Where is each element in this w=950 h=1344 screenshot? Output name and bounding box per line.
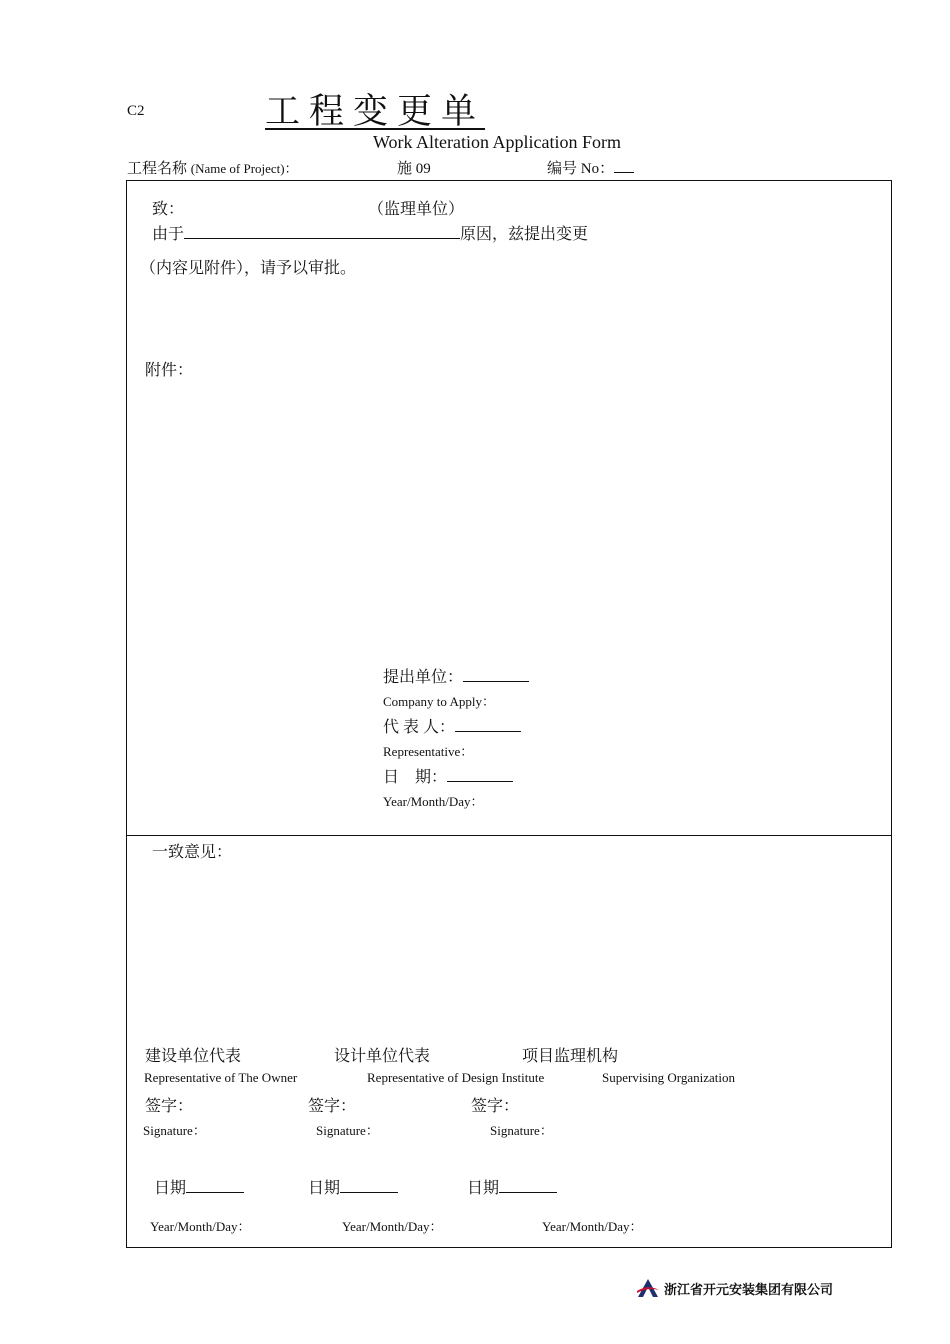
form-code: C2 xyxy=(127,103,145,119)
date-field[interactable] xyxy=(447,767,513,782)
company-label-en: Company to Apply： xyxy=(383,694,495,709)
attachment-label: 附件： xyxy=(145,362,194,379)
reason-line xyxy=(152,221,588,244)
supervision-date-label-en: Year/Month/Day： xyxy=(542,1219,643,1234)
form-number xyxy=(547,157,634,178)
design-date-label-en: Year/Month/Day： xyxy=(342,1219,443,1234)
supervision-date-field[interactable] xyxy=(499,1178,557,1193)
supervision-sign-label-en: Signature： xyxy=(490,1123,553,1138)
owner-sign-label-cn: 签字： xyxy=(145,1098,194,1115)
owner-date-line xyxy=(154,1175,244,1198)
to-label: 致： xyxy=(152,201,185,218)
application-section xyxy=(126,180,892,836)
owner-rep-label-cn: 建设单位代表 xyxy=(145,1048,242,1065)
owner-date-label: 日期 xyxy=(154,1180,187,1197)
supervision-label-cn: 项目监理机构 xyxy=(522,1048,619,1065)
supervision-date-label: 日期 xyxy=(467,1180,500,1197)
opinion-label: 一致意见： xyxy=(152,844,233,861)
design-rep-label-en: Representative of Design Institute xyxy=(367,1070,545,1085)
company-label-cn: 提出单位： xyxy=(383,669,464,686)
design-date-line xyxy=(308,1175,398,1198)
company-footer xyxy=(636,1278,833,1298)
form-title-en: Work Alteration Application Form xyxy=(373,132,622,152)
company-name: 浙江省开元安装集团有限公司 xyxy=(664,1282,834,1298)
form-title-cn: 工程变更单 xyxy=(265,92,486,132)
supervision-label-en: Supervising Organization xyxy=(602,1070,735,1085)
date-line xyxy=(383,764,513,787)
design-sign-label-cn: 签字： xyxy=(308,1098,357,1115)
representative-label-cn: 代 表 人： xyxy=(383,719,456,736)
representative-line xyxy=(383,714,521,737)
reason-field[interactable] xyxy=(184,224,460,239)
design-date-field[interactable] xyxy=(340,1178,398,1193)
design-rep-label-cn: 设计单位代表 xyxy=(334,1048,431,1065)
project-label-cn: 工程名称 xyxy=(127,161,188,177)
owner-sign-label-en: Signature： xyxy=(143,1123,206,1138)
company-logo-icon xyxy=(636,1278,660,1298)
representative-field[interactable] xyxy=(455,717,521,732)
project-name-value[interactable]: 施 09 xyxy=(397,161,431,177)
project-name-label xyxy=(127,157,298,178)
due-to-label: 由于 xyxy=(152,226,185,243)
form-number-label: 编号 No： xyxy=(547,161,615,177)
company-field[interactable] xyxy=(463,667,529,682)
content-note: （内容见附件），请予以审批。 xyxy=(140,260,357,277)
reason-suffix: 原因，兹提出变更 xyxy=(460,226,589,243)
owner-rep-label-en: Representative of The Owner xyxy=(144,1070,298,1085)
date-label-cn: 日 期： xyxy=(383,769,448,786)
owner-date-label-en: Year/Month/Day： xyxy=(150,1219,251,1234)
form-number-field[interactable] xyxy=(614,158,634,173)
supervision-date-line xyxy=(467,1175,557,1198)
design-date-label: 日期 xyxy=(308,1180,341,1197)
project-label-en: (Name of Project)： xyxy=(190,161,298,176)
date-label-en: Year/Month/Day： xyxy=(383,794,484,809)
representative-label-en: Representative： xyxy=(383,744,474,759)
supervisor-unit-label: （监理单位） xyxy=(368,201,465,218)
owner-date-field[interactable] xyxy=(186,1178,244,1193)
design-sign-label-en: Signature： xyxy=(316,1123,379,1138)
company-line xyxy=(383,664,529,687)
supervision-sign-label-cn: 签字： xyxy=(471,1098,520,1115)
